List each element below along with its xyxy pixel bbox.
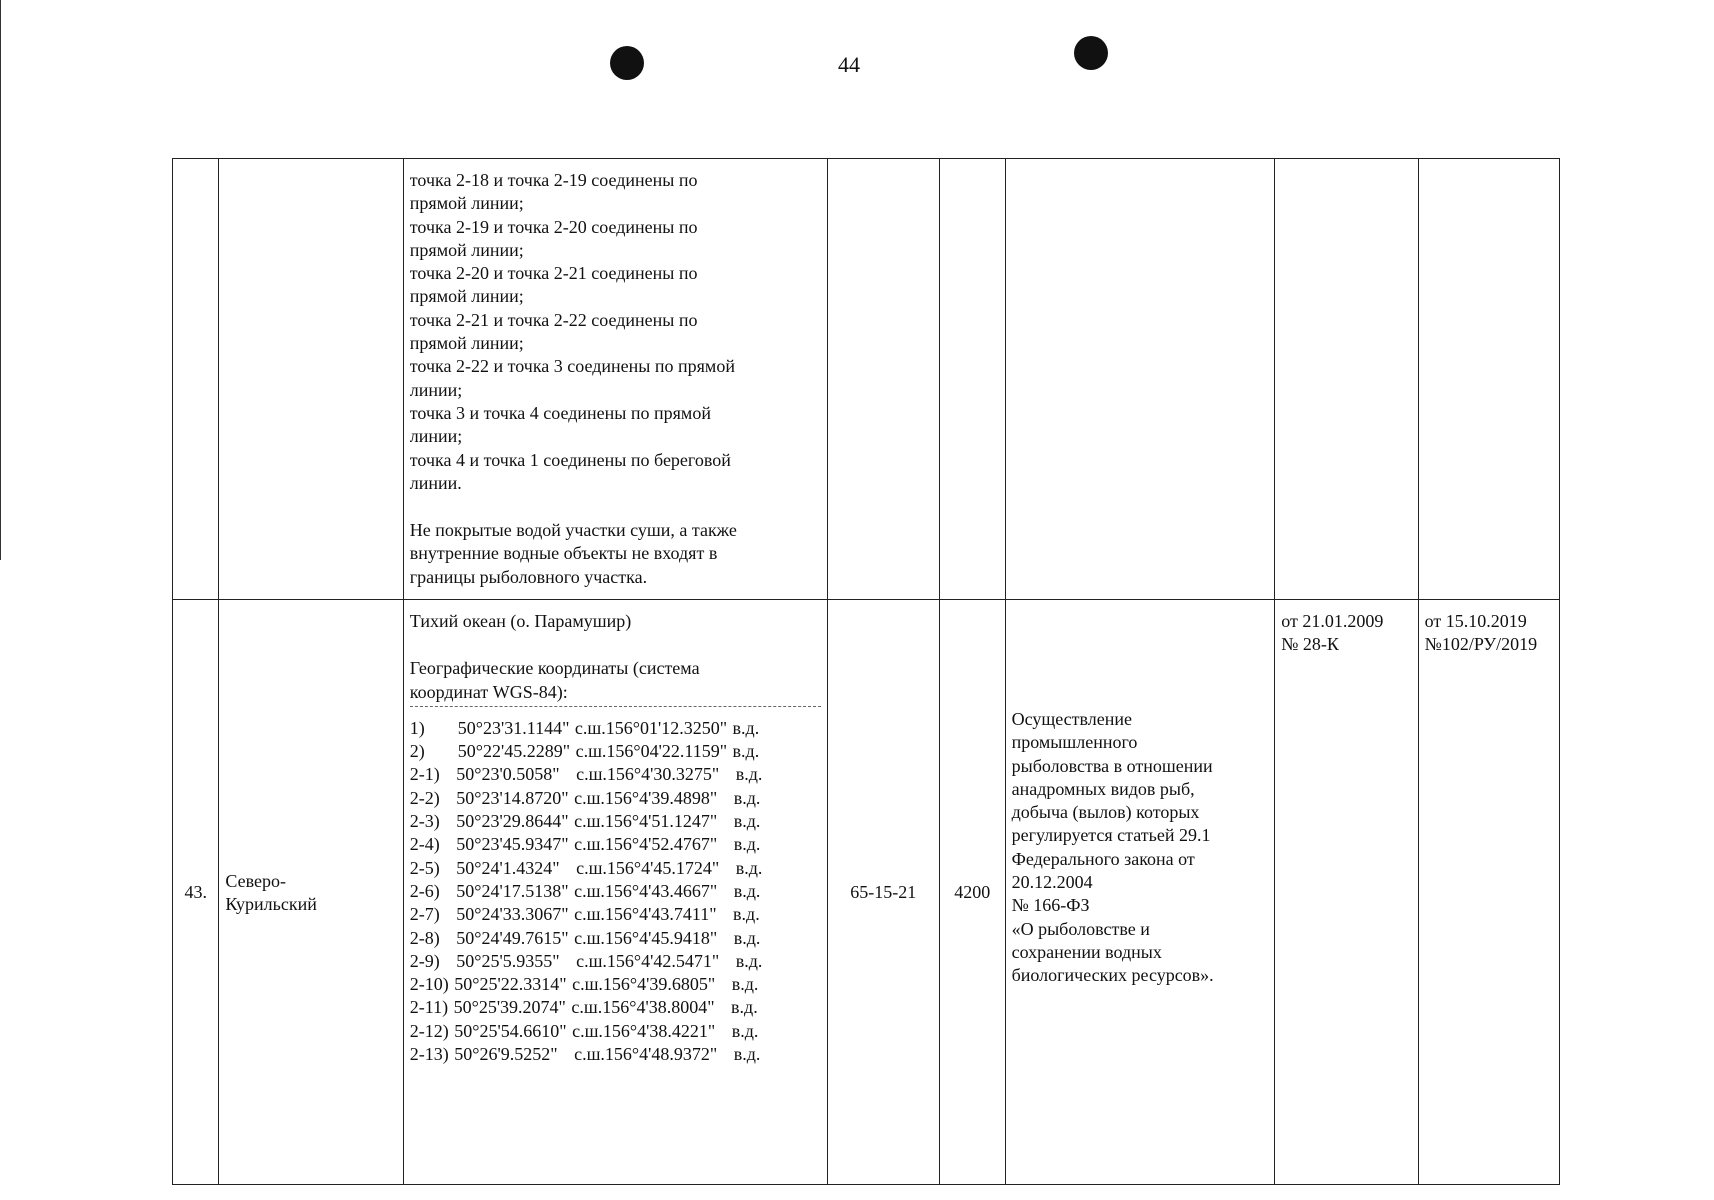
- text-line: рыболовства в отношении: [1011, 755, 1213, 776]
- fishing-areas-table: [172, 158, 1560, 1185]
- scan-margin-line: [0, 0, 1, 560]
- text-line: точка 3 и точка 4 соединены по прямой: [409, 402, 711, 423]
- coordinate-line: 2-5) 50°24'1.4324" с.ш.156°4'45.1724" в.д.: [409, 857, 763, 878]
- text-line: добыча (вылов) которых: [1011, 802, 1200, 823]
- cell-code: 65-15-21: [827, 600, 939, 1185]
- coordinate-line: 2-7) 50°24'33.3067" с.ш.156°4'43.7411" в.д.: [409, 904, 760, 925]
- text-line: сохранении водных: [1011, 941, 1162, 962]
- text-line: прямой линии;: [409, 333, 524, 354]
- text-line: Осуществление: [1011, 709, 1132, 729]
- contract-date: [1281, 610, 1411, 657]
- coordinate-line: 2-1) 50°23'0.5058" с.ш.156°4'30.3275" в.д.: [409, 764, 763, 785]
- text-line: прямой линии;: [409, 193, 524, 214]
- text-line: точка 4 и точка 1 соединены по береговой: [409, 449, 731, 470]
- punch-hole-right: [1074, 36, 1108, 70]
- punch-hole-left: [610, 46, 644, 80]
- coordinate-line: 2-11) 50°25'39.2074" с.ш.156°4'38.8004" в.д.: [409, 997, 758, 1018]
- cell-name: [219, 159, 403, 600]
- text-line: от 15.10.2019: [1424, 611, 1527, 631]
- text-line: Курильский: [225, 894, 317, 914]
- cell-number: 43.: [173, 600, 219, 1185]
- coordinate-line: 2-13) 50°26'9.5252" с.ш.156°4'48.9372" в.д.: [409, 1044, 761, 1065]
- text-line: точка 2-21 и точка 2-22 соединены по: [409, 309, 698, 330]
- cell-date-2: [1418, 600, 1559, 1185]
- cell-purpose: [1005, 600, 1275, 1185]
- coordinate-line: 2-10) 50°25'22.3314" с.ш.156°4'39.6805" в.д.: [409, 974, 759, 995]
- text-line: границы рыболовного участка.: [409, 566, 648, 587]
- text-line: анадромных видов рыб,: [1011, 778, 1195, 799]
- cell-area: [939, 159, 1005, 600]
- table-row: [173, 600, 1560, 1185]
- table-row: [173, 159, 1560, 600]
- text-line: регулируется статьей 29.1: [1011, 825, 1211, 846]
- text-line: точка 2-19 и точка 2-20 соединены по: [409, 216, 698, 237]
- text-line: «О рыболовстве и: [1011, 918, 1150, 939]
- area-title: Тихий океан (о. Парамушир): [409, 611, 632, 631]
- coordinates-header: [410, 657, 821, 704]
- coordinate-line: 2-8) 50°24'49.7615" с.ш.156°4'45.9418" в.д.: [409, 927, 761, 948]
- text-line: координат WGS-84):: [409, 681, 568, 702]
- coordinate-line: 2-9) 50°25'5.9355" с.ш.156°4'42.5471" в.д.: [409, 950, 763, 971]
- text-line: промышленного: [1011, 732, 1138, 753]
- text-line: № 28-К: [1281, 634, 1339, 655]
- coordinate-line: 2) 50°22'45.2289" с.ш.156°04'22.1159" в.д.: [409, 741, 760, 762]
- text-line: точка 2-18 и точка 2-19 соединены по: [409, 170, 698, 190]
- text-line: линии;: [409, 426, 463, 447]
- cell-number: [173, 159, 219, 600]
- text-line: линии.: [409, 472, 462, 493]
- page-number: 44: [838, 52, 860, 77]
- cell-date-1: [1275, 600, 1418, 1185]
- text-line: Федерального закона от: [1011, 848, 1195, 869]
- cell-area: 4200: [939, 600, 1005, 1185]
- text-line: Не покрытые водой участки суши, а также: [409, 520, 737, 541]
- text-line: биологических ресурсов».: [1011, 965, 1214, 986]
- text-line: прямой линии;: [409, 286, 524, 307]
- text-line: Северо-: [225, 870, 286, 891]
- text-line: точка 2-20 и точка 2-21 соединены по: [409, 263, 698, 284]
- coordinate-line: 2-6) 50°24'17.5138" с.ш.156°4'43.4667" в.д.: [409, 880, 761, 901]
- coordinate-line: 2-3) 50°23'29.8644" с.ш.156°4'51.1247" в.д.: [409, 811, 761, 832]
- cell-code: [827, 159, 939, 600]
- cell-description: [403, 159, 827, 600]
- text-line: № 166-ФЗ: [1011, 895, 1090, 916]
- boundary-description: [410, 169, 821, 495]
- cell-name: [219, 600, 403, 1185]
- cell-purpose: [1005, 159, 1275, 600]
- coordinate-line: 2-12) 50°25'54.6610" с.ш.156°4'38.4221" в.д.: [409, 1020, 759, 1041]
- area-name: [225, 870, 396, 917]
- text-line: точка 2-22 и точка 3 соединены по прямой: [409, 356, 735, 377]
- cell-date-1: [1275, 159, 1418, 600]
- text-line: прямой линии;: [409, 239, 524, 260]
- text-line: линии;: [409, 379, 463, 400]
- coordinate-line: 2-2) 50°23'14.8720" с.ш.156°4'39.4898" в.д.: [409, 787, 761, 808]
- text-line: от 21.01.2009: [1281, 611, 1384, 631]
- cell-description: [403, 600, 827, 1185]
- boundary-note: [410, 519, 821, 589]
- cell-date-2: [1418, 159, 1559, 600]
- coordinate-line: 2-4) 50°23'45.9347" с.ш.156°4'52.4767" в.д.: [409, 834, 761, 855]
- purpose-text: [1012, 708, 1269, 988]
- decision-date: [1425, 610, 1553, 657]
- coordinates-list: [410, 717, 821, 1066]
- text-line: Географические координаты (система: [409, 658, 700, 679]
- text-line: внутренние водные объекты не входят в: [409, 543, 718, 564]
- text-line: №102/РУ/2019: [1424, 634, 1538, 655]
- coordinate-line: 1) 50°23'31.1144" с.ш.156°01'12.3250" в.д.: [409, 717, 760, 738]
- text-line: 20.12.2004: [1011, 872, 1093, 893]
